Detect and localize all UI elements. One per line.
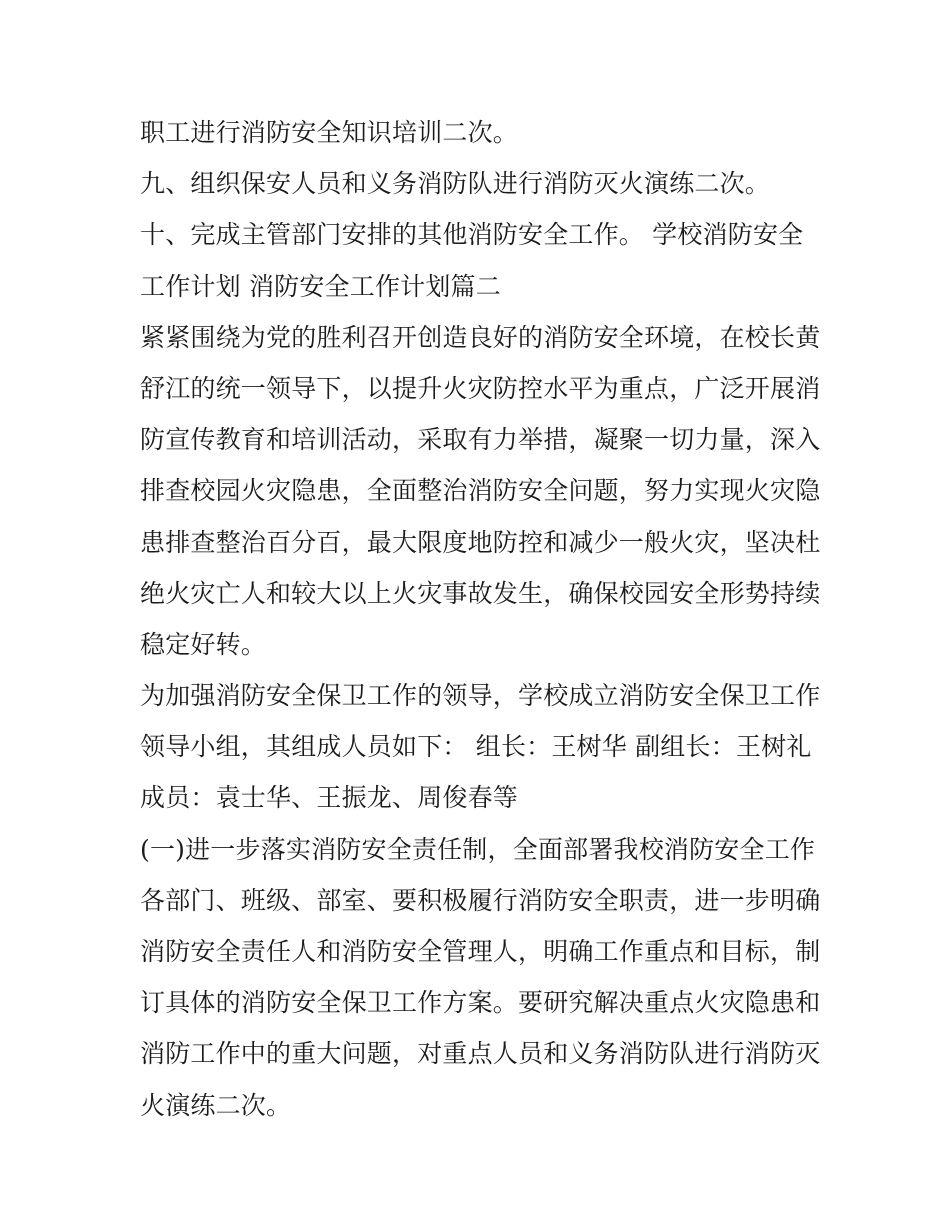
text-line: 九、组织保安人员和义务消防队进行消防灭火演练二次。 — [140, 169, 771, 199]
text-line: 患排查整治百分百，最大限度地防控和减少一般火灾，坚决杜 — [140, 527, 821, 557]
text-line: 排查校园火灾隐患，全面整治消防安全问题，努力实现火灾隐 — [140, 476, 821, 506]
text-line: 火演练二次。 — [140, 1090, 292, 1120]
text-line: 舒江的统一领导下，以提升火灾防控水平为重点，广泛开展消 — [140, 373, 821, 403]
text-line: 消防工作中的重大问题，对重点人员和义务消防队进行消防灭 — [140, 1039, 821, 1069]
text-line: 紧紧围绕为党的胜利召开创造良好的消防安全环境，在校长黄 — [140, 322, 821, 352]
document-body — [140, 107, 820, 1131]
text-line: 工作计划 消防安全工作计划篇二 — [140, 271, 501, 301]
text-line: 成员：袁士华、王振龙、周俊春等 — [140, 783, 519, 813]
text-line: 绝火灾亡人和较大以上火灾事故发生，确保校园安全形势持续 — [140, 578, 821, 608]
text-line: 为加强消防安全保卫工作的领导，学校成立消防安全保卫工作 — [140, 681, 821, 711]
text-line: 领导小组，其组成人员如下： 组长：王树华 副组长：王树礼 — [140, 732, 812, 762]
text-line: 稳定好转。 — [140, 629, 267, 659]
text-line: 十、完成主管部门安排的其他消防安全工作。 学校消防安全 — [140, 220, 804, 250]
text-line: 职工进行消防安全知识培训二次。 — [140, 118, 519, 147]
text-line: 防宣传教育和培训活动，采取有力举措，凝聚一切力量，深入 — [140, 425, 821, 455]
text-line: 消防安全责任人和消防安全管理人，明确工作重点和目标，制 — [140, 937, 821, 966]
text-line: (一)进一步落实消防安全责任制，全面部署我校消防安全工作 — [140, 834, 816, 864]
text-line: 订具体的消防安全保卫工作方案。要研究解决重点火灾隐患和 — [140, 988, 821, 1018]
text-line: 各部门、班级、部室、要积极履行消防安全职责，进一步明确 — [140, 885, 821, 915]
